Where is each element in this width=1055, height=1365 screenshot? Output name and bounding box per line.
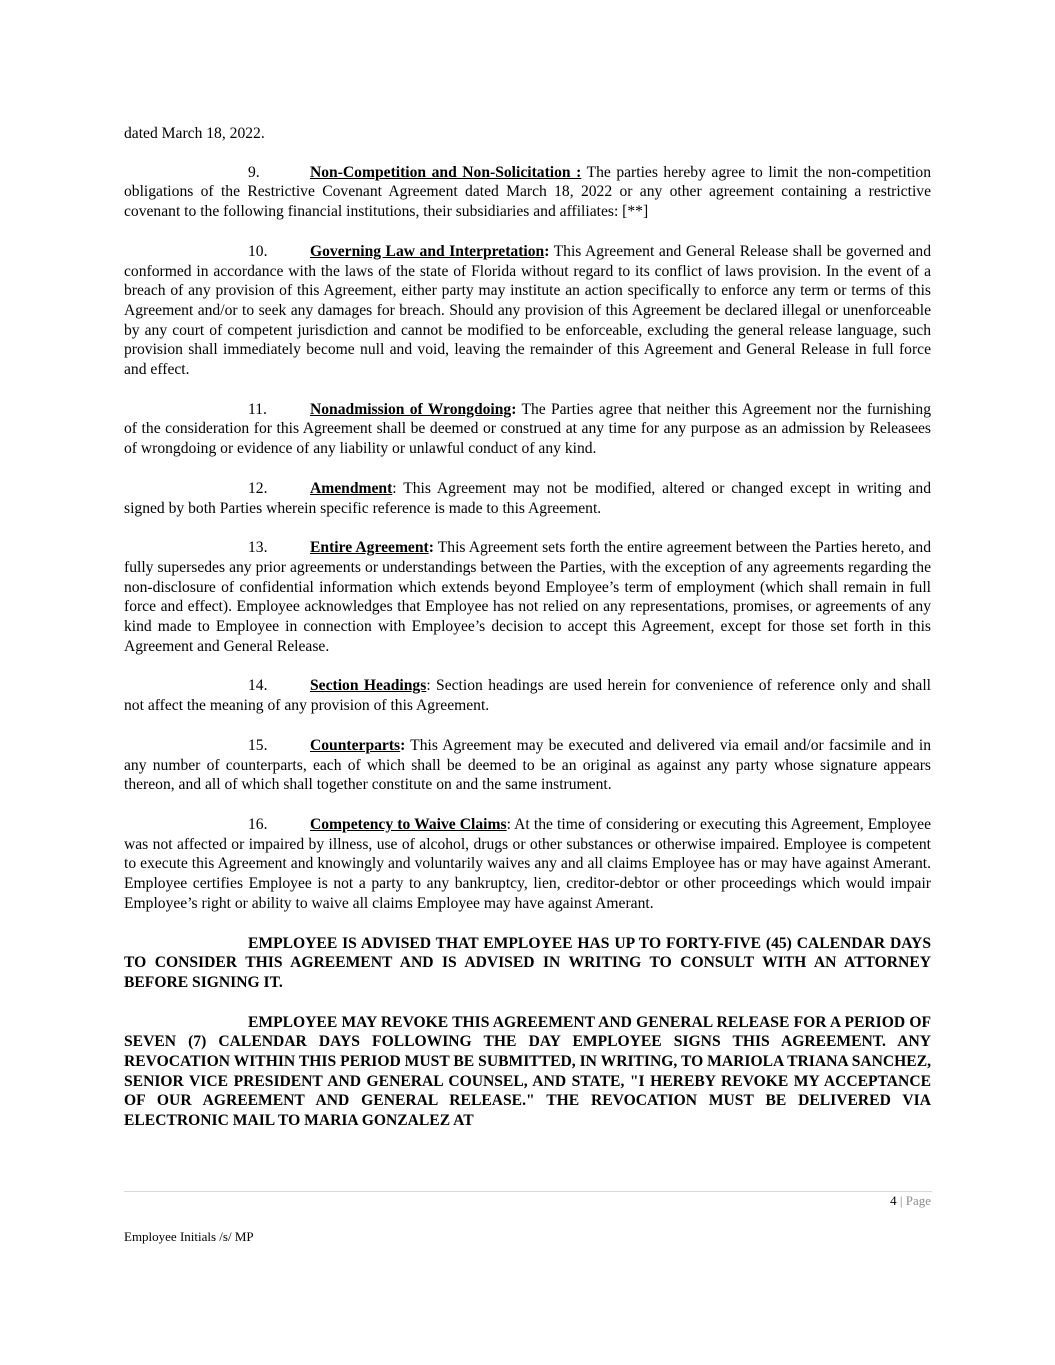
section-body: The parties hereby agree to limit the non-competition obligations of the Restrictive Covenant Agreement dated March 18, 2022 or any other agreement containing a restrictive covenant to the following financial institutions, their subsidiaries and affiliates: [**] bbox=[124, 163, 931, 221]
section-9 bbox=[124, 163, 931, 222]
heading-colon: : bbox=[400, 736, 406, 754]
continuation-text: dated March 18, 2022. bbox=[124, 125, 265, 142]
section-number: 16. bbox=[248, 815, 268, 833]
section-body: : Section headings are used herein for convenience of reference only and shall not affect the meaning of any provision of this Agreement. bbox=[124, 677, 931, 715]
notice-text: EMPLOYEE MAY REVOKE THIS AGREEMENT AND GENERAL RELEASE FOR A PERIOD OF SEVEN (7) CALENDAR DAYS FOLLOWING THE DAY EMPLOYEE SIGNS THIS AGREEMENT. ANY REVOCATION WITHIN THIS PERIOD MUST BE SUBMITTED, IN WRITING, TO MARIOLA TRIANA SANCHEZ, SENIOR VICE PRESIDENT AND GENERAL COUNSEL, AND STATE, "I HEREBY REVOKE MY ACCEPTANCE OF OUR AGREEMENT AND GENERAL RELEASE." THE REVOCATION MUST BE DELIVERED VIA ELECTRONIC MAIL TO MARIA GONZALEZ AT bbox=[124, 1013, 931, 1130]
section-number: 9. bbox=[248, 163, 260, 181]
section-body: : At the time of considering or executing this Agreement, Employee was not affected or impaired by illness, use of alcohol, drugs or other substances or otherwise impaired. Employee is competent to execute this Agreement and knowingly and voluntarily waives any and all claims Employee has or may have against Amerant. Employee certifies Employee is not a party to any bankruptcy, lien, creditor-debtor or other proceedings which would impair Employee’s right or ability to waive all claims Employee may have against Amerant. bbox=[124, 815, 931, 912]
page-label: Page bbox=[905, 1193, 931, 1208]
heading-colon: : bbox=[511, 400, 517, 418]
section-heading: Amendment bbox=[310, 479, 393, 497]
section-number: 10. bbox=[248, 242, 268, 260]
section-15 bbox=[124, 736, 931, 795]
heading-colon: : bbox=[428, 539, 434, 557]
section-heading: Non-Competition and Non-Solicitation : bbox=[310, 163, 582, 181]
section-10 bbox=[124, 242, 931, 380]
page-number-value: 4 bbox=[890, 1193, 897, 1208]
document-body bbox=[124, 124, 931, 1151]
section-number: 13. bbox=[248, 539, 268, 557]
section-number: 11. bbox=[248, 400, 267, 418]
consideration-period-notice bbox=[124, 934, 931, 993]
section-16 bbox=[124, 815, 931, 914]
notice-text: EMPLOYEE IS ADVISED THAT EMPLOYEE HAS UP TO FORTY-FIVE (45) CALENDAR DAYS TO CONSIDER THIS AGREEMENT AND IS ADVISED IN WRITING TO CONSULT WITH AN ATTORNEY BEFORE SIGNING IT. bbox=[124, 934, 931, 991]
section-heading: Section Headings bbox=[310, 677, 427, 695]
section-11 bbox=[124, 400, 931, 459]
page-number-separator: | bbox=[899, 1193, 903, 1208]
section-heading: Governing Law and Interpretation bbox=[310, 242, 545, 260]
section-14 bbox=[124, 676, 931, 715]
section-13 bbox=[124, 538, 931, 656]
section-number: 14. bbox=[248, 677, 268, 695]
section-number: 15. bbox=[248, 736, 268, 754]
section-heading: Competency to Waive Claims bbox=[310, 815, 507, 833]
section-12 bbox=[124, 479, 931, 518]
section-body: The Parties agree that neither this Agreement nor the furnishing of the consideration for this Agreement shall be deemed or construed at any time for any purpose as an admission by Releasees of wrongdoing or evidence of any liability or unlawful conduct of any kind. bbox=[124, 400, 931, 458]
revocation-notice bbox=[124, 1013, 931, 1131]
section-body: This Agreement may be executed and delivered via email and/or facsimile and in any number of counterparts, each of which shall be deemed to be an original as against any party whose signature appears thereon, and all of which shall together constitute on and the same instrument. bbox=[124, 736, 931, 794]
section-body: This Agreement and General Release shall be governed and conformed in accordance with the laws of the state of Florida without regard to its conflict of laws provision. In the event of a breach of any provision of this Agreement, either party may institute an action specifically to enforce any term or terms of this Agreement and/or to seek any damages for breach. Should any provision of this Agreement be declared illegal or unenforceable by any court of competent jurisdiction and cannot be modified to be enforceable, excluding the general release language, such provision shall immediately become null and void, leaving the remainder of this Agreement and General Release in full force and effect. bbox=[124, 242, 931, 379]
section-heading: Entire Agreement bbox=[310, 539, 429, 557]
section-body: : This Agreement may not be modified, altered or changed except in writing and signed by both Parties wherein specific reference is made to this Agreement. bbox=[124, 479, 931, 517]
section-heading: Nonadmission of Wrongdoing bbox=[310, 400, 512, 418]
heading-colon: : bbox=[544, 242, 550, 260]
page-number bbox=[890, 1193, 931, 1209]
footer-divider bbox=[124, 1191, 932, 1192]
employee-initials: Employee Initials /s/ MP bbox=[124, 1229, 254, 1244]
section-body: This Agreement sets forth the entire agreement between the Parties hereto, and fully supersedes any prior agreements or understandings between the Parties, with the exception of any agreements regarding the non-disclosure of confidential information which extends beyond Employee’s term of employment (which shall remain in full force and effect). Employee acknowledges that Employee has not relied on any representations, promises, or agreements of any kind made to Employee in connection with Employee’s decision to accept this Agreement, except for those set forth in this Agreement and General Release. bbox=[124, 539, 931, 655]
section-number: 12. bbox=[248, 479, 268, 497]
section-heading: Counterparts bbox=[310, 736, 401, 754]
